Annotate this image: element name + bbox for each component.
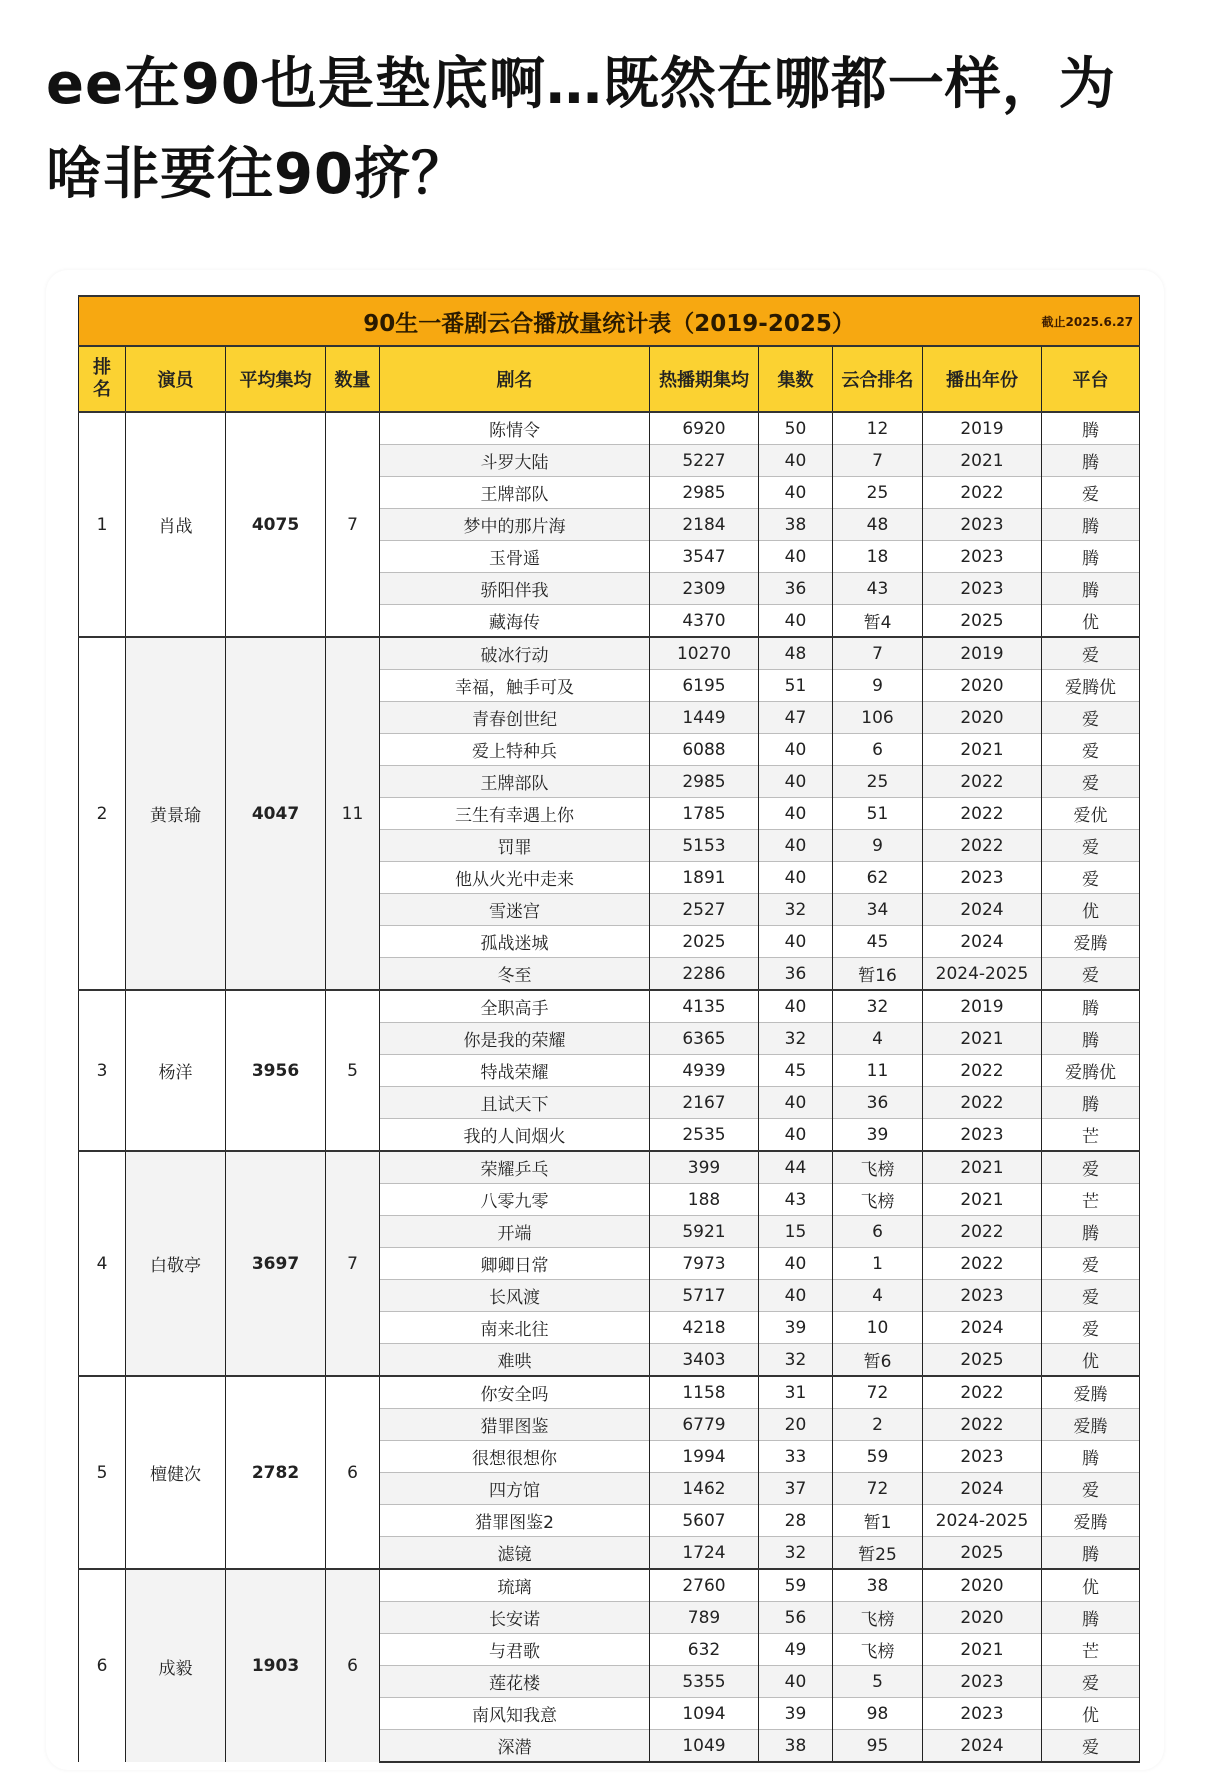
table-row (79, 1376, 1140, 1409)
episodes-cell: 40 (759, 1087, 833, 1119)
episodes-cell: 33 (759, 1441, 833, 1473)
episodes-cell: 32 (759, 1344, 833, 1377)
post-title: ee在90也是垫底啊…既然在哪都一样，为啥非要往90挤？ (46, 52, 1116, 207)
episodes-cell: 40 (759, 1119, 833, 1152)
rank-cell: 6 (79, 1569, 126, 1762)
header-episodes: 集数 (759, 346, 833, 412)
avg-cell: 2782 (226, 1376, 326, 1569)
avg-cell: 1903 (226, 1569, 326, 1762)
show-name-cell: 梦中的那片海 (380, 509, 650, 541)
header-avg: 平均集均 (226, 346, 326, 412)
episodes-cell: 36 (759, 958, 833, 991)
show-name-cell: 他从火光中走来 (380, 862, 650, 894)
show-name-cell: 猎罪图鉴 (380, 1409, 650, 1441)
episodes-cell: 40 (759, 1248, 833, 1280)
table-body (79, 412, 1140, 1762)
platform-cell: 爱优 (1042, 798, 1140, 830)
yunhe-rank-cell: 38 (833, 1569, 923, 1602)
count-cell: 11 (326, 637, 380, 990)
count-cell: 6 (326, 1569, 380, 1762)
table-row (79, 412, 1140, 445)
yunhe-rank-cell: 6 (833, 734, 923, 766)
rank-cell: 3 (79, 990, 126, 1151)
header-platform: 平台 (1042, 346, 1140, 412)
year-cell: 2021 (923, 1184, 1042, 1216)
episodes-cell: 40 (759, 1280, 833, 1312)
yunhe-rank-cell: 4 (833, 1280, 923, 1312)
yunhe-rank-cell: 48 (833, 509, 923, 541)
year-cell: 2024 (923, 1312, 1042, 1344)
show-name-cell: 全职高手 (380, 990, 650, 1023)
show-name-cell: 卿卿日常 (380, 1248, 650, 1280)
yunhe-rank-cell: 18 (833, 541, 923, 573)
peak-avg-cell: 5227 (650, 445, 759, 477)
episodes-cell: 40 (759, 1666, 833, 1698)
yunhe-rank-cell: 飞榜 (833, 1151, 923, 1184)
show-name-cell: 王牌部队 (380, 766, 650, 798)
peak-avg-cell: 4370 (650, 605, 759, 638)
year-cell: 2023 (923, 541, 1042, 573)
show-name-cell: 荣耀乒乓 (380, 1151, 650, 1184)
platform-cell: 优 (1042, 605, 1140, 638)
episodes-cell: 47 (759, 702, 833, 734)
platform-cell: 腾 (1042, 1023, 1140, 1055)
episodes-cell: 51 (759, 670, 833, 702)
show-name-cell: 莲花楼 (380, 1666, 650, 1698)
episodes-cell: 59 (759, 1569, 833, 1602)
peak-avg-cell: 1094 (650, 1698, 759, 1730)
episodes-cell: 32 (759, 894, 833, 926)
show-name-cell: 三生有幸遇上你 (380, 798, 650, 830)
year-cell: 2021 (923, 1634, 1042, 1666)
yunhe-rank-cell: 45 (833, 926, 923, 958)
episodes-cell: 32 (759, 1023, 833, 1055)
header-actor: 演员 (126, 346, 226, 412)
rank-cell: 1 (79, 412, 126, 637)
year-cell: 2025 (923, 1537, 1042, 1570)
year-cell: 2023 (923, 862, 1042, 894)
yunhe-rank-cell: 飞榜 (833, 1184, 923, 1216)
year-cell: 2021 (923, 445, 1042, 477)
yunhe-rank-cell: 12 (833, 412, 923, 445)
year-cell: 2023 (923, 1119, 1042, 1152)
show-name-cell: 滤镜 (380, 1537, 650, 1570)
platform-cell: 爱腾优 (1042, 670, 1140, 702)
episodes-cell: 39 (759, 1698, 833, 1730)
peak-avg-cell: 1049 (650, 1730, 759, 1763)
yunhe-rank-cell: 43 (833, 573, 923, 605)
platform-cell: 爱腾 (1042, 1409, 1140, 1441)
yunhe-rank-cell: 暂6 (833, 1344, 923, 1377)
peak-avg-cell: 399 (650, 1151, 759, 1184)
episodes-cell: 40 (759, 830, 833, 862)
yunhe-rank-cell: 暂4 (833, 605, 923, 638)
peak-avg-cell: 6920 (650, 412, 759, 445)
yunhe-rank-cell: 34 (833, 894, 923, 926)
show-name-cell: 难哄 (380, 1344, 650, 1377)
yunhe-rank-cell: 59 (833, 1441, 923, 1473)
platform-cell: 腾 (1042, 573, 1140, 605)
platform-cell: 爱 (1042, 1312, 1140, 1344)
show-name-cell: 破冰行动 (380, 637, 650, 670)
yunhe-rank-cell: 1 (833, 1248, 923, 1280)
yunhe-rank-cell: 32 (833, 990, 923, 1023)
year-cell: 2019 (923, 990, 1042, 1023)
platform-cell: 爱 (1042, 1666, 1140, 1698)
peak-avg-cell: 2309 (650, 573, 759, 605)
episodes-cell: 31 (759, 1376, 833, 1409)
episodes-cell: 50 (759, 412, 833, 445)
platform-cell: 芒 (1042, 1634, 1140, 1666)
episodes-cell: 43 (759, 1184, 833, 1216)
episodes-cell: 28 (759, 1505, 833, 1537)
year-cell: 2023 (923, 1280, 1042, 1312)
year-cell: 2022 (923, 1087, 1042, 1119)
peak-avg-cell: 632 (650, 1634, 759, 1666)
peak-avg-cell: 2025 (650, 926, 759, 958)
show-name-cell: 罚罪 (380, 830, 650, 862)
platform-cell: 爱 (1042, 637, 1140, 670)
yunhe-rank-cell: 106 (833, 702, 923, 734)
yunhe-rank-cell: 9 (833, 670, 923, 702)
episodes-cell: 48 (759, 637, 833, 670)
episodes-cell: 40 (759, 541, 833, 573)
yunhe-rank-cell: 2 (833, 1409, 923, 1441)
show-name-cell: 孤战迷城 (380, 926, 650, 958)
show-name-cell: 青春创世纪 (380, 702, 650, 734)
actor-cell: 檀健次 (126, 1376, 226, 1569)
show-name-cell: 深潜 (380, 1730, 650, 1763)
peak-avg-cell: 7973 (650, 1248, 759, 1280)
year-cell: 2022 (923, 1409, 1042, 1441)
year-cell: 2024-2025 (923, 1505, 1042, 1537)
table-row (79, 637, 1140, 670)
table-row (79, 1151, 1140, 1184)
peak-avg-cell: 3403 (650, 1344, 759, 1377)
actor-cell: 杨洋 (126, 990, 226, 1151)
episodes-cell: 44 (759, 1151, 833, 1184)
platform-cell: 爱 (1042, 1473, 1140, 1505)
show-name-cell: 我的人间烟火 (380, 1119, 650, 1152)
year-cell: 2021 (923, 1023, 1042, 1055)
peak-avg-cell: 789 (650, 1602, 759, 1634)
show-name-cell: 且试天下 (380, 1087, 650, 1119)
platform-cell: 优 (1042, 1569, 1140, 1602)
peak-avg-cell: 1158 (650, 1376, 759, 1409)
platform-cell: 腾 (1042, 445, 1140, 477)
header-show: 剧名 (380, 346, 650, 412)
avg-cell: 4047 (226, 637, 326, 990)
yunhe-rank-cell: 5 (833, 1666, 923, 1698)
yunhe-rank-cell: 98 (833, 1698, 923, 1730)
year-cell: 2022 (923, 1248, 1042, 1280)
table-title: 90生一番剧云合播放量统计表（2019-2025） (363, 310, 855, 337)
table-row (79, 990, 1140, 1023)
peak-avg-cell: 2985 (650, 766, 759, 798)
header-count: 数量 (326, 346, 380, 412)
platform-cell: 爱 (1042, 1280, 1140, 1312)
actor-cell: 肖战 (126, 412, 226, 637)
yunhe-rank-cell: 7 (833, 445, 923, 477)
peak-avg-cell: 6365 (650, 1023, 759, 1055)
year-cell: 2024 (923, 1473, 1042, 1505)
show-name-cell: 特战荣耀 (380, 1055, 650, 1087)
episodes-cell: 40 (759, 798, 833, 830)
year-cell: 2023 (923, 573, 1042, 605)
year-cell: 2019 (923, 412, 1042, 445)
episodes-cell: 40 (759, 862, 833, 894)
stats-table (78, 295, 1140, 1763)
platform-cell: 爱 (1042, 862, 1140, 894)
episodes-cell: 40 (759, 990, 833, 1023)
show-name-cell: 陈情令 (380, 412, 650, 445)
show-name-cell: 长风渡 (380, 1280, 650, 1312)
year-cell: 2022 (923, 1055, 1042, 1087)
year-cell: 2024 (923, 1730, 1042, 1763)
platform-cell: 爱 (1042, 830, 1140, 862)
peak-avg-cell: 5607 (650, 1505, 759, 1537)
peak-avg-cell: 5153 (650, 830, 759, 862)
year-cell: 2023 (923, 509, 1042, 541)
platform-cell: 爱腾 (1042, 1505, 1140, 1537)
year-cell: 2025 (923, 605, 1042, 638)
peak-avg-cell: 2184 (650, 509, 759, 541)
platform-cell: 腾 (1042, 1216, 1140, 1248)
count-cell: 5 (326, 990, 380, 1151)
episodes-cell: 37 (759, 1473, 833, 1505)
yunhe-rank-cell: 暂1 (833, 1505, 923, 1537)
show-name-cell: 猎罪图鉴2 (380, 1505, 650, 1537)
show-name-cell: 琉璃 (380, 1569, 650, 1602)
episodes-cell: 56 (759, 1602, 833, 1634)
rank-cell: 5 (79, 1376, 126, 1569)
episodes-cell: 38 (759, 1730, 833, 1763)
platform-cell: 爱 (1042, 1248, 1140, 1280)
yunhe-rank-cell: 95 (833, 1730, 923, 1763)
count-cell: 7 (326, 412, 380, 637)
episodes-cell: 45 (759, 1055, 833, 1087)
rank-cell: 2 (79, 637, 126, 990)
episodes-cell: 49 (759, 1634, 833, 1666)
episodes-cell: 38 (759, 509, 833, 541)
yunhe-rank-cell: 72 (833, 1376, 923, 1409)
episodes-cell: 40 (759, 605, 833, 638)
peak-avg-cell: 3547 (650, 541, 759, 573)
platform-cell: 优 (1042, 894, 1140, 926)
episodes-cell: 40 (759, 766, 833, 798)
peak-avg-cell: 5921 (650, 1216, 759, 1248)
show-name-cell: 八零九零 (380, 1184, 650, 1216)
year-cell: 2021 (923, 734, 1042, 766)
platform-cell: 腾 (1042, 1537, 1140, 1570)
header-peak-avg: 热播期集均 (650, 346, 759, 412)
show-name-cell: 开端 (380, 1216, 650, 1248)
year-cell: 2023 (923, 1666, 1042, 1698)
show-name-cell: 斗罗大陆 (380, 445, 650, 477)
platform-cell: 芒 (1042, 1184, 1140, 1216)
yunhe-rank-cell: 暂25 (833, 1537, 923, 1570)
rank-cell: 4 (79, 1151, 126, 1376)
episodes-cell: 15 (759, 1216, 833, 1248)
yunhe-rank-cell: 25 (833, 477, 923, 509)
episodes-cell: 32 (759, 1537, 833, 1570)
peak-avg-cell: 6088 (650, 734, 759, 766)
peak-avg-cell: 2527 (650, 894, 759, 926)
show-name-cell: 雪迷宫 (380, 894, 650, 926)
platform-cell: 爱 (1042, 1151, 1140, 1184)
yunhe-rank-cell: 10 (833, 1312, 923, 1344)
show-name-cell: 王牌部队 (380, 477, 650, 509)
yunhe-rank-cell: 9 (833, 830, 923, 862)
platform-cell: 爱 (1042, 477, 1140, 509)
peak-avg-cell: 2535 (650, 1119, 759, 1152)
peak-avg-cell: 1994 (650, 1441, 759, 1473)
cutoff-date: 截止2025.6.27 (1041, 315, 1134, 329)
header-yunhe-rank: 云合排名 (833, 346, 923, 412)
year-cell: 2024-2025 (923, 958, 1042, 991)
yunhe-rank-cell: 飞榜 (833, 1602, 923, 1634)
yunhe-rank-cell: 72 (833, 1473, 923, 1505)
peak-avg-cell: 2985 (650, 477, 759, 509)
peak-avg-cell: 1462 (650, 1473, 759, 1505)
platform-cell: 爱腾优 (1042, 1055, 1140, 1087)
yunhe-rank-cell: 7 (833, 637, 923, 670)
platform-cell: 腾 (1042, 541, 1140, 573)
header-rank-label: 排 名 (93, 357, 111, 400)
platform-cell: 腾 (1042, 509, 1140, 541)
show-name-cell: 爱上特种兵 (380, 734, 650, 766)
peak-avg-cell: 4135 (650, 990, 759, 1023)
peak-avg-cell: 1785 (650, 798, 759, 830)
year-cell: 2024 (923, 894, 1042, 926)
show-name-cell: 长安诺 (380, 1602, 650, 1634)
episodes-cell: 40 (759, 734, 833, 766)
actor-cell: 黄景瑜 (126, 637, 226, 990)
show-name-cell: 与君歌 (380, 1634, 650, 1666)
peak-avg-cell: 188 (650, 1184, 759, 1216)
peak-avg-cell: 1449 (650, 702, 759, 734)
platform-cell: 爱腾 (1042, 926, 1140, 958)
table-title-cell (79, 296, 1140, 346)
peak-avg-cell: 5355 (650, 1666, 759, 1698)
platform-cell: 芒 (1042, 1119, 1140, 1152)
platform-cell: 腾 (1042, 1602, 1140, 1634)
show-name-cell: 冬至 (380, 958, 650, 991)
count-cell: 6 (326, 1376, 380, 1569)
platform-cell: 腾 (1042, 1087, 1140, 1119)
peak-avg-cell: 2760 (650, 1569, 759, 1602)
show-name-cell: 骄阳伴我 (380, 573, 650, 605)
year-cell: 2022 (923, 766, 1042, 798)
yunhe-rank-cell: 4 (833, 1023, 923, 1055)
peak-avg-cell: 4218 (650, 1312, 759, 1344)
show-name-cell: 幸福，触手可及 (380, 670, 650, 702)
platform-cell: 优 (1042, 1698, 1140, 1730)
year-cell: 2020 (923, 1569, 1042, 1602)
count-cell: 7 (326, 1151, 380, 1376)
year-cell: 2022 (923, 1216, 1042, 1248)
year-cell: 2020 (923, 1602, 1042, 1634)
header-year: 播出年份 (923, 346, 1042, 412)
yunhe-rank-cell: 飞榜 (833, 1634, 923, 1666)
header-rank (79, 346, 126, 412)
year-cell: 2022 (923, 830, 1042, 862)
avg-cell: 3956 (226, 990, 326, 1151)
year-cell: 2021 (923, 1151, 1042, 1184)
platform-cell: 爱 (1042, 766, 1140, 798)
peak-avg-cell: 1724 (650, 1537, 759, 1570)
year-cell: 2022 (923, 1376, 1042, 1409)
show-name-cell: 很想很想你 (380, 1441, 650, 1473)
platform-cell: 爱腾 (1042, 1376, 1140, 1409)
yunhe-rank-cell: 36 (833, 1087, 923, 1119)
actor-cell: 成毅 (126, 1569, 226, 1762)
table-row (79, 1569, 1140, 1602)
peak-avg-cell: 4939 (650, 1055, 759, 1087)
episodes-cell: 39 (759, 1312, 833, 1344)
peak-avg-cell: 2286 (650, 958, 759, 991)
episodes-cell: 40 (759, 477, 833, 509)
platform-cell: 腾 (1042, 990, 1140, 1023)
episodes-cell: 40 (759, 926, 833, 958)
avg-cell: 3697 (226, 1151, 326, 1376)
yunhe-rank-cell: 62 (833, 862, 923, 894)
platform-cell: 爱 (1042, 734, 1140, 766)
episodes-cell: 36 (759, 573, 833, 605)
peak-avg-cell: 10270 (650, 637, 759, 670)
show-name-cell: 你是我的荣耀 (380, 1023, 650, 1055)
show-name-cell: 四方馆 (380, 1473, 650, 1505)
year-cell: 2022 (923, 798, 1042, 830)
avg-cell: 4075 (226, 412, 326, 637)
episodes-cell: 20 (759, 1409, 833, 1441)
year-cell: 2023 (923, 1441, 1042, 1473)
yunhe-rank-cell: 51 (833, 798, 923, 830)
platform-cell: 爱 (1042, 958, 1140, 991)
year-cell: 2025 (923, 1344, 1042, 1377)
show-name-cell: 南来北往 (380, 1312, 650, 1344)
year-cell: 2020 (923, 670, 1042, 702)
actor-cell: 白敬亭 (126, 1151, 226, 1376)
show-name-cell: 藏海传 (380, 605, 650, 638)
peak-avg-cell: 2167 (650, 1087, 759, 1119)
peak-avg-cell: 1891 (650, 862, 759, 894)
peak-avg-cell: 6779 (650, 1409, 759, 1441)
platform-cell: 优 (1042, 1344, 1140, 1377)
yunhe-rank-cell: 6 (833, 1216, 923, 1248)
yunhe-rank-cell: 暂16 (833, 958, 923, 991)
platform-cell: 爱 (1042, 1730, 1140, 1763)
show-name-cell: 你安全吗 (380, 1376, 650, 1409)
show-name-cell: 南风知我意 (380, 1698, 650, 1730)
yunhe-rank-cell: 11 (833, 1055, 923, 1087)
peak-avg-cell: 6195 (650, 670, 759, 702)
platform-cell: 腾 (1042, 412, 1140, 445)
year-cell: 2019 (923, 637, 1042, 670)
platform-cell: 爱 (1042, 702, 1140, 734)
episodes-cell: 40 (759, 445, 833, 477)
yunhe-rank-cell: 25 (833, 766, 923, 798)
year-cell: 2020 (923, 702, 1042, 734)
year-cell: 2022 (923, 477, 1042, 509)
show-name-cell: 玉骨遥 (380, 541, 650, 573)
peak-avg-cell: 5717 (650, 1280, 759, 1312)
year-cell: 2024 (923, 926, 1042, 958)
year-cell: 2023 (923, 1698, 1042, 1730)
yunhe-rank-cell: 39 (833, 1119, 923, 1152)
platform-cell: 腾 (1042, 1441, 1140, 1473)
